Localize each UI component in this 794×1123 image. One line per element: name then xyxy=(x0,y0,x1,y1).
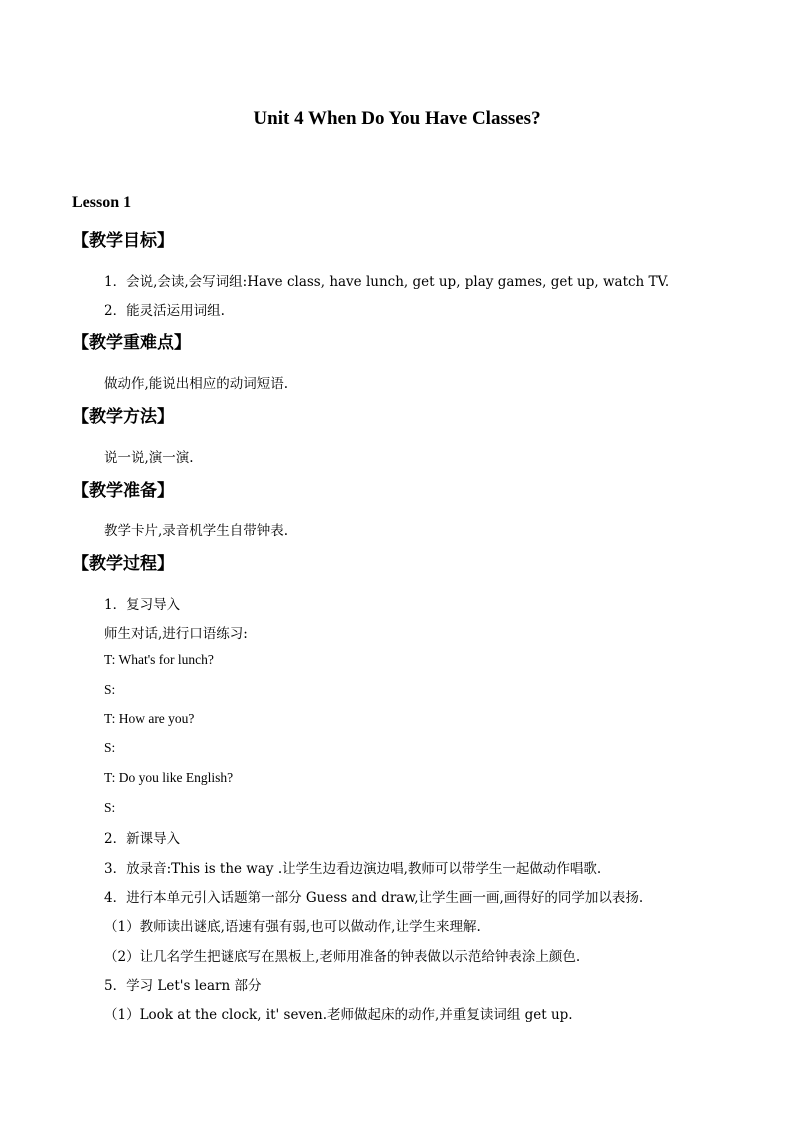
process-step: 5．学习 Let's learn 部分 xyxy=(104,978,262,994)
dialogue-line: T: How are you? xyxy=(104,711,195,726)
heading-process: 【教学过程】 xyxy=(72,554,174,574)
process-substep: （2）让几名学生把谜底写在黑板上,老师用准备的钟表做以示范给钟表涂上颜色. xyxy=(104,949,581,965)
heading-preparation: 【教学准备】 xyxy=(72,481,174,501)
heading-methods: 【教学方法】 xyxy=(72,407,174,427)
process-substep: （1）教师读出谜底,语速有强有弱,也可以做动作,让学生来理解. xyxy=(104,919,481,935)
dialogue-line: T: What's for lunch? xyxy=(104,652,214,667)
objective-item: 2．能灵活运用词组. xyxy=(104,303,225,319)
heading-objectives: 【教学目标】 xyxy=(72,231,174,251)
process-line: 师生对话,进行口语练习: xyxy=(104,626,248,642)
process-step: 4．进行本单元引入话题第一部分 Guess and draw,让学生画一画,画得好的同学加以表扬. xyxy=(104,890,644,906)
dialogue-line: S: xyxy=(104,682,116,697)
dialogue-line: T: Do you like English? xyxy=(104,770,234,785)
heading-key-points: 【教学重难点】 xyxy=(72,333,191,353)
lesson-label: Lesson 1 xyxy=(72,194,132,211)
dialogue-line: S: xyxy=(104,740,116,755)
process-substep: （1）Look at the clock, it' seven.老师做起床的动作,并重复读词组 get up. xyxy=(104,1007,573,1023)
key-points-text: 做动作,能说出相应的动词短语. xyxy=(104,376,289,392)
methods-text: 说一说,演一演. xyxy=(104,450,194,466)
preparation-text: 教学卡片,录音机学生自带钟表. xyxy=(104,523,289,539)
process-step: 2．新课导入 xyxy=(104,831,181,847)
document-title: Unit 4 When Do You Have Classes? xyxy=(253,108,541,129)
process-step: 3．放录音:This is the way .让学生边看边演边唱,教师可以带学生一起做动作唱歌. xyxy=(104,861,602,877)
dialogue-line: S: xyxy=(104,800,116,815)
process-step: 1．复习导入 xyxy=(104,597,181,613)
objective-item: 1．会说,会读,会写词组:Have class, have lunch, get up, play games, get up, watch TV. xyxy=(104,274,670,290)
